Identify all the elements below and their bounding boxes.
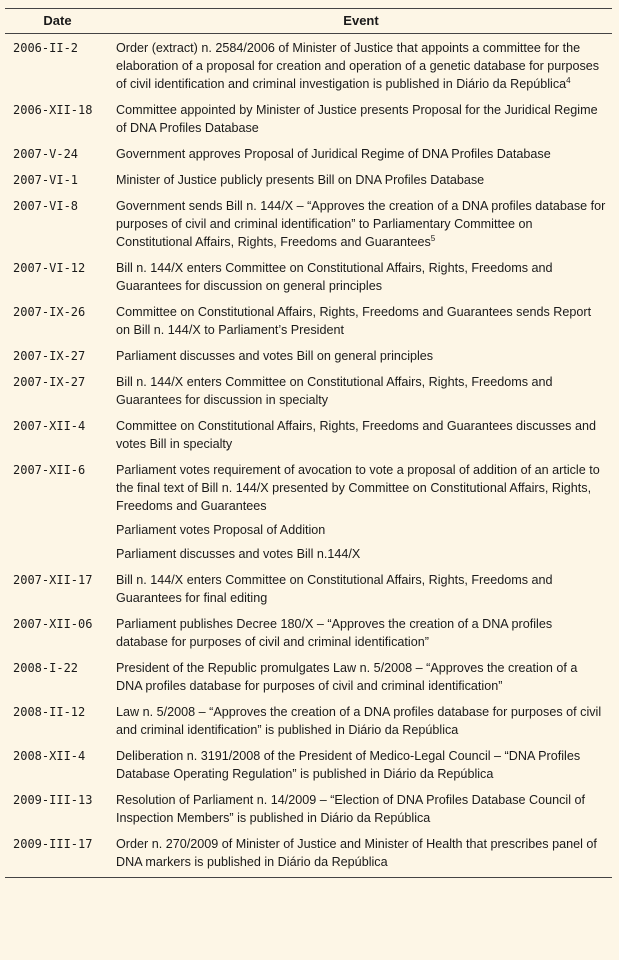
row-event-text: Order (extract) n. 2584/2006 of Minister of Justice that appoints a committee for the elaboration of a proposal for creation and operation of a genetic database for purposes of civil identification and criminal investigation is published in Diário da República (116, 41, 600, 91)
row-event-line: Parliament votes requirement of avocation to vote a proposal of addition of an article to the final text of Bill n. 144/X presented by Committee on Constitutional Affairs, Rights, Freedoms and Guarantees (116, 463, 600, 513)
row-date: 2008-II-12 (13, 705, 86, 719)
footnote-marker: 4 (566, 75, 571, 85)
row-event: Bill n. 144/X enters Committee on Constitutional Affairs, Rights, Freedoms and Guarantees for final editing (116, 573, 553, 605)
table-row (5, 192, 612, 254)
table-row (5, 742, 612, 786)
row-date: 2007-IX-26 (13, 305, 86, 319)
table-row (5, 34, 612, 97)
row-event: Government approves Proposal of Juridical Regime of DNA Profiles Database (116, 147, 551, 161)
table-row (5, 140, 612, 166)
row-event (110, 34, 612, 97)
row-date: 2007-VI-12 (13, 261, 86, 275)
table-row (5, 254, 612, 298)
table-row (5, 96, 612, 140)
row-event: Bill n. 144/X enters Committee on Constitutional Affairs, Rights, Freedoms and Guarantees for discussion on general principles (116, 261, 553, 293)
row-date: 2007-VI-8 (13, 199, 79, 213)
row-date: 2007-VI-1 (13, 173, 79, 187)
table-row (5, 566, 612, 610)
row-event (110, 456, 612, 566)
footnote-marker: 5 (430, 233, 436, 243)
table-row (5, 830, 612, 878)
row-event: Order n. 270/2009 of Minister of Justice and Minister of Health that prescribes panel of DNA markers is published in Diário da República (110, 830, 612, 878)
row-event: Parliament publishes Decree 180/X – “Approves the creation of a DNA profiles database for purposes of civil and criminal identification” (116, 617, 553, 649)
date-column-header: Date (5, 9, 110, 34)
table-row (5, 342, 612, 368)
table-row (5, 654, 612, 698)
row-date: 2007-XII-17 (13, 573, 93, 587)
row-date: 2007-IX-27 (13, 349, 86, 363)
row-event: Law n. 5/2008 – “Approves the creation of a DNA profiles database for purposes of civil and criminal identification” is published in Diário da República (116, 705, 602, 737)
row-event: Bill n. 144/X enters Committee on Constitutional Affairs, Rights, Freedoms and Guarantees for discussion in specialty (116, 375, 553, 407)
timeline-table-container (5, 8, 612, 878)
row-date: 2007-XII-6 (13, 463, 86, 477)
row-event: Committee appointed by Minister of Justice presents Proposal for the Juridical Regime of DNA Profiles Database (116, 103, 598, 135)
row-date: 2009-III-13 (13, 793, 93, 807)
table-row (5, 786, 612, 830)
row-event: Minister of Justice publicly presents Bill on DNA Profiles Database (116, 173, 485, 187)
row-date: 2007-XII-06 (13, 617, 93, 631)
table-row (5, 166, 612, 192)
table-row (5, 610, 612, 654)
table-row (5, 412, 612, 456)
row-date: 2008-XII-4 (13, 749, 86, 763)
row-date: 2006-II-2 (13, 41, 79, 55)
header-row (5, 9, 612, 34)
row-event (110, 192, 612, 254)
row-event-line: Parliament discusses and votes Bill n.144/X (116, 547, 361, 561)
row-date: 2008-I-22 (13, 661, 79, 675)
row-event: Deliberation n. 3191/2008 of the President of Medico-Legal Council – “DNA Profiles Database Operating Regulation” is published in Diário da República (116, 749, 581, 781)
table-row (5, 368, 612, 412)
row-event: Committee on Constitutional Affairs, Rights, Freedoms and Guarantees sends Report on Bill n. 144/X to Parliament’s President (116, 305, 592, 337)
row-date: 2007-IX-27 (13, 375, 86, 389)
row-event: Resolution of Parliament n. 14/2009 – “Election of DNA Profiles Database Council of Inspection Members” is published in Diário da República (116, 793, 586, 825)
row-date: 2006-XII-18 (13, 103, 93, 117)
row-date: 2007-V-24 (13, 147, 79, 161)
row-event: Parliament discusses and votes Bill on general principles (116, 349, 434, 363)
timeline-table (5, 8, 612, 878)
row-event: Committee on Constitutional Affairs, Rights, Freedoms and Guarantees discusses and votes Bill in specialty (116, 419, 596, 451)
table-row (5, 456, 612, 566)
row-date: 2009-III-17 (5, 830, 110, 878)
row-event-line: Parliament votes Proposal of Addition (116, 523, 326, 537)
table-row (5, 298, 612, 342)
row-event: President of the Republic promulgates Law n. 5/2008 – “Approves the creation of a DNA profiles database for purposes of civil and criminal identification” (116, 661, 578, 693)
event-column-header: Event (110, 9, 612, 34)
row-date: 2007-XII-4 (13, 419, 86, 433)
table-row (5, 698, 612, 742)
row-event-text: Government sends Bill n. 144/X – “Approves the creation of a DNA profiles database for purposes of civil and criminal identification” to Parliamentary Committee on Constitutional Affairs, Rights, Freedoms and Guarantees (116, 199, 606, 249)
